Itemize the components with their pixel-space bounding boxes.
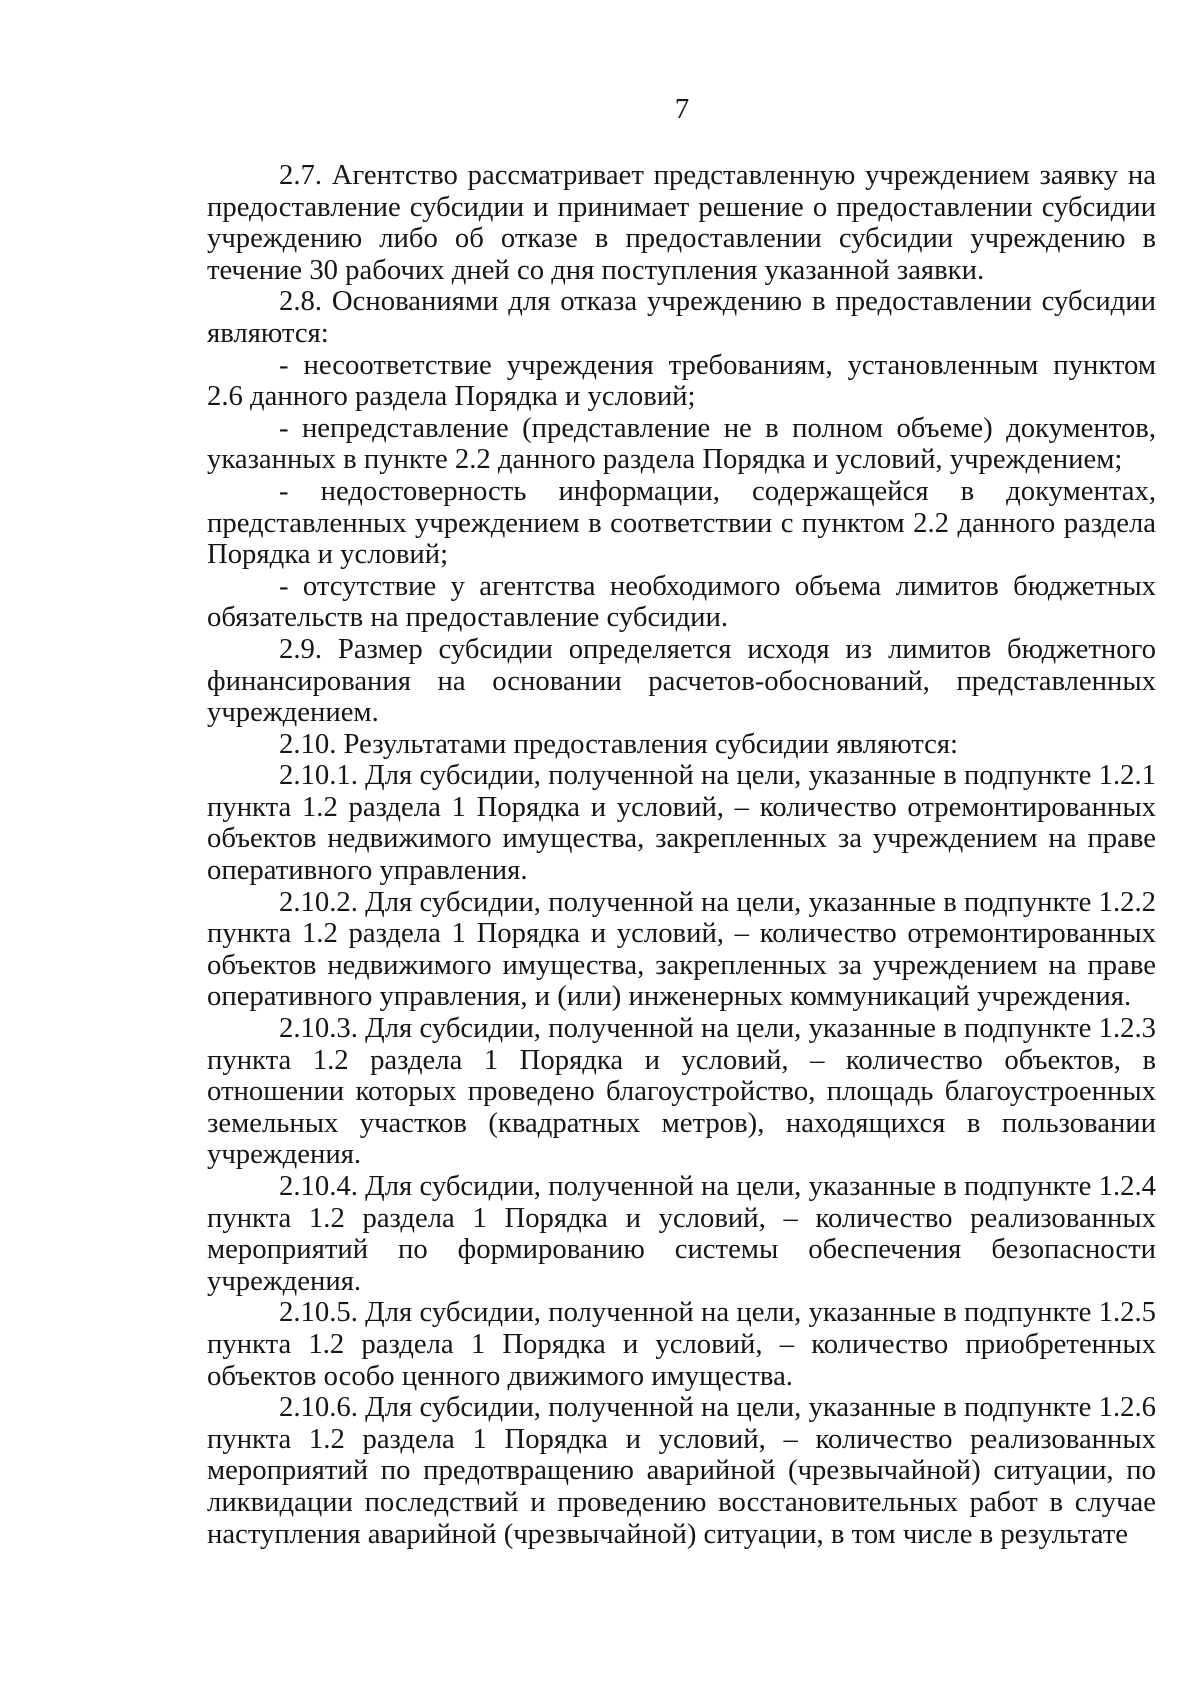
- refusal-reason-4: - отсутствие у агентства необходимого объема лимитов бюджетных обязательств на предоставление субсидии.: [207, 569, 1156, 634]
- paragraph-2-9: 2.9. Размер субсидии определяется исходя из лимитов бюджетного финансирования на основании расчетов-обоснований, представленных учреждением.: [207, 632, 1156, 729]
- paragraph-2-10-6: 2.10.6. Для субсидии, полученной на цели, указанные в подпункте 1.2.6 пункта 1.2 раздела 1 Порядка и условий, – количество реализованных мероприятий по предотвращению аварийной (чрезвычайной) ситуации, по ликвидации последствий и проведению восстановительных работ в случае наступления аварийной (чрезвычайной) ситуации, в том числе в результате: [207, 1391, 1156, 1550]
- paragraph-2-10-2: 2.10.2. Для субсидии, полученной на цели, указанные в подпункте 1.2.2 пункта 1.2 раздела 1 Порядка и условий, – количество отремонтированных объектов недвижимого имущества, закрепленных за учреждением на праве оперативного управления, и (или) инженерных коммуникаций учреждения.: [207, 885, 1156, 1013]
- page-number: 7: [674, 93, 690, 125]
- paragraph-2-10-4: 2.10.4. Для субсидии, полученной на цели, указанные в подпункте 1.2.4 пункта 1.2 раздела 1 Порядка и условий, – количество реализованных мероприятий по формированию системы обеспечения безопасности учреждения.: [207, 1170, 1156, 1297]
- document-body: [207, 160, 1156, 1550]
- paragraph-2-10-1: 2.10.1. Для субсидии, полученной на цели, указанные в подпункте 1.2.1 пункта 1.2 раздела 1 Порядка и условий, – количество отремонтированных объектов недвижимого имущества, закрепленных за учреждением на праве оперативного управления.: [207, 759, 1156, 887]
- paragraph-2-10: 2.10. Результатами предоставления субсидии являются:: [279, 727, 959, 760]
- paragraph-2-7: 2.7. Агентство рассматривает представленную учреждением заявку на предоставление субсидии и принимает решение о предоставлении субсидии учреждению либо об отказе в предоставлении субсидии учреждению в течение 30 рабочих дней со дня поступления указанной заявки.: [207, 159, 1156, 286]
- paragraph-2-10-5: 2.10.5. Для субсидии, полученной на цели, указанные в подпункте 1.2.5 пункта 1.2 раздела 1 Порядка и условий, – количество приобретенных объектов особо ценного движимого имущества.: [207, 1296, 1156, 1392]
- refusal-reason-3: - недостоверность информации, содержащейся в документах, представленных учреждением в соответствии с пунктом 2.2 данного раздела Порядка и условий;: [207, 474, 1156, 571]
- refusal-reason-2: - непредставление (представление не в полном объеме) документов, указанных в пункте 2.2 данного раздела Порядка и условий, учреждением;: [207, 411, 1156, 476]
- paragraph-2-8: 2.8. Основаниями для отказа учреждению в предоставлении субсидии являются:: [207, 285, 1156, 349]
- paragraph-2-10-3: 2.10.3. Для субсидии, полученной на цели, указанные в подпункте 1.2.3 пункта 1.2 раздела 1 Порядка и условий, – количество объектов, в отношении которых проведено благоустройство, площадь благоустроенных земельных участков (квадратных метров), находящихся в пользовании учреждения.: [207, 1012, 1156, 1171]
- refusal-reason-1: - несоответствие учреждения требованиям, установленным пунктом 2.6 данного раздела Порядка и условий;: [207, 348, 1156, 413]
